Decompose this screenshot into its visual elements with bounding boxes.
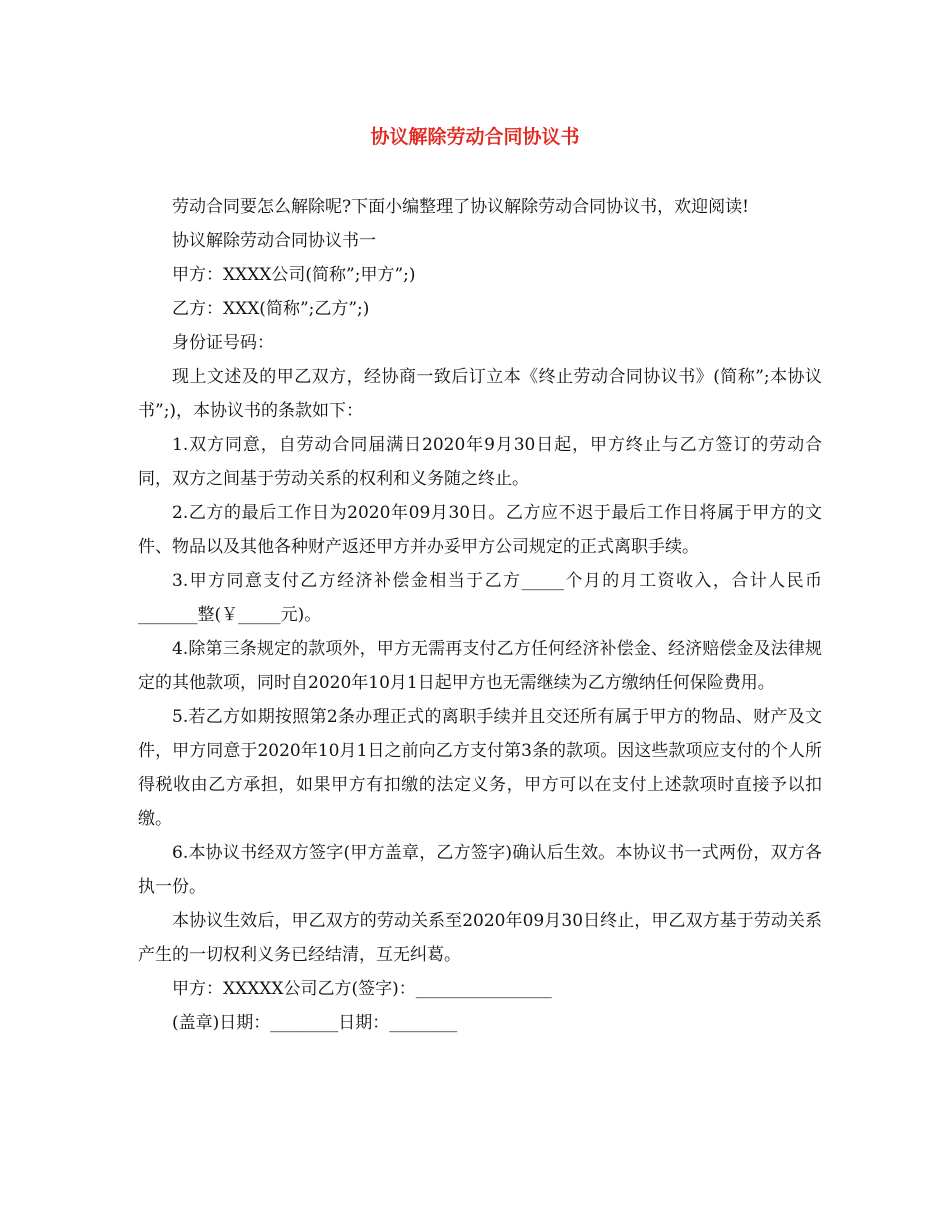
preamble-paragraph: 现上文述及的甲乙双方，经协商一致后订立本《终止劳动合同协议书》(简称”;本协议书”;)，本协议书的条款如下： (138, 367, 822, 421)
signature-line: 甲方：XXXXX公司乙方(签字)：________________ (172, 979, 552, 999)
seal-date-line: (盖章)日期：________日期：________ (172, 1013, 458, 1033)
id-number-line: 身份证号码： (172, 333, 274, 353)
party-b-line: 乙方：XXX(简称”;乙方”;) (172, 299, 370, 319)
clause-1: 1.双方同意，自劳动合同届满日2020年9月30日起，甲方终止与乙方签订的劳动合同，双方之间基于劳动关系的权利和义务随之终止。 (138, 435, 822, 489)
intro-paragraph: 劳动合同要怎么解除呢?下面小编整理了协议解除劳动合同协议书，欢迎阅读! (172, 197, 749, 217)
document-body (138, 190, 822, 1040)
clause-3: 3.甲方同意支付乙方经济补偿金相当于乙方_____个月的月工资收入，合计人民币_______整(￥_____元)。 (138, 571, 822, 625)
clause-6: 6.本协议书经双方签字(甲方盖章，乙方签字)确认后生效。本协议书一式两份，双方各执一份。 (138, 843, 822, 897)
effect-paragraph: 本协议生效后，甲乙双方的劳动关系至2020年09月30日终止，甲乙双方基于劳动关系产生的一切权利义务已经结清，互无纠葛。 (138, 911, 822, 965)
section-heading: 协议解除劳动合同协议书一 (172, 231, 376, 251)
document-title: 协议解除劳动合同协议书 (370, 126, 580, 148)
clause-2: 2.乙方的最后工作日为2020年09月30日。乙方应不迟于最后工作日将属于甲方的文件、物品以及其他各种财产返还甲方并办妥甲方公司规定的正式离职手续。 (138, 503, 822, 557)
party-a-line: 甲方：XXXX公司(简称”;甲方”;) (172, 265, 416, 285)
clause-4: 4.除第三条规定的款项外，甲方无需再支付乙方任何经济补偿金、经济赔偿金及法律规定的其他款项，同时自2020年10月1日起甲方也无需继续为乙方缴纳任何保险费用。 (138, 639, 822, 693)
clause-5: 5.若乙方如期按照第2条办理正式的离职手续并且交还所有属于甲方的物品、财产及文件，甲方同意于2020年10月1日之前向乙方支付第3条的款项。因这些款项应支付的个人所得税收由乙方承担，如果甲方有扣缴的法定义务，甲方可以在支付上述款项时直接予以扣缴。 (138, 707, 822, 829)
